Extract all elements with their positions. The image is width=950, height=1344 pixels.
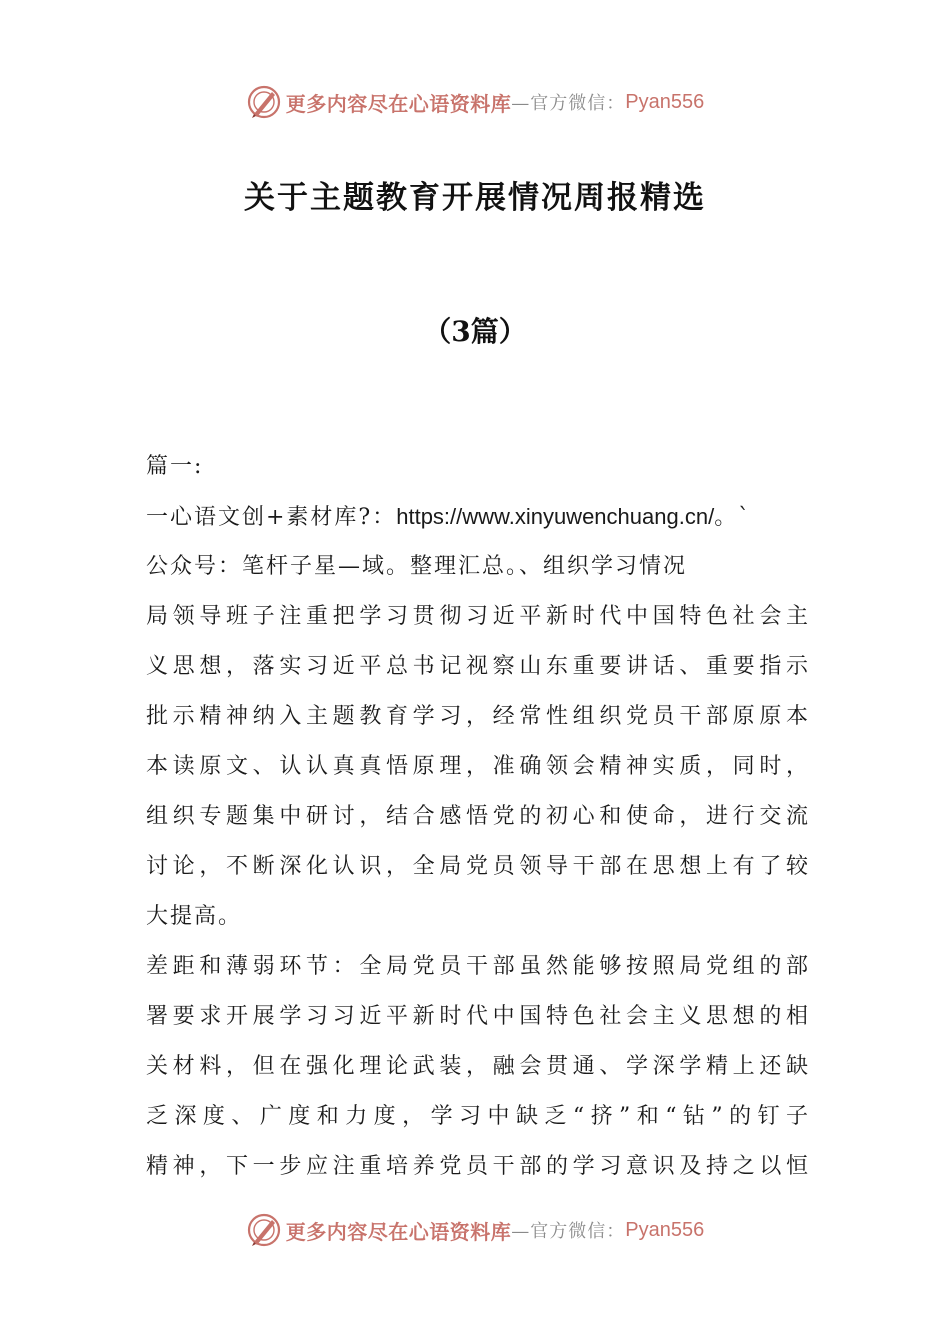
paragraph-line: 讨论，不断深化认识，全局党员领导干部在思想上有了较	[146, 854, 808, 879]
paragraph-line: 乏深度、广度和力度，学习中缺乏“挤”和“钻”的钉子	[146, 1104, 808, 1129]
paragraph-line: 组织专题集中研讨，结合感悟党的初心和使命，进行交流	[146, 804, 808, 829]
banner-wechat-id: Pyan556	[625, 1218, 705, 1241]
paragraph-line: 大提高。	[146, 904, 243, 929]
paragraph-line: 关材料，但在强化理论武装，融会贯通、学深学精上还缺	[146, 1054, 808, 1079]
banner-sub-text: —官方微信：	[511, 93, 626, 114]
pen-logo-icon	[246, 1212, 282, 1248]
banner-wechat-id: Pyan556	[625, 90, 705, 113]
document-subtitle: （3篇）	[423, 315, 527, 348]
document-body	[146, 447, 808, 1197]
promo-prefix: 一心语文创+素材库?：	[146, 505, 397, 530]
promo-link[interactable]: https://www.xinyuwenchuang.cn/	[396, 504, 715, 529]
paragraph-line: 精神，下一步应注重培养党员干部的学习意识及持之以恒	[146, 1154, 808, 1179]
document-title: 关于主题教育开展情况周报精选	[244, 180, 706, 216]
paragraph-line: 义思想，落实习近平总书记视察山东重要讲话、重要指示	[146, 654, 808, 679]
paragraph-line: 批示精神纳入主题教育学习，经常性组织党员干部原原本	[146, 704, 808, 729]
footer-banner	[0, 1208, 950, 1252]
paragraph-line: 署要求开展学习习近平新时代中国特色社会主义思想的相	[146, 1004, 808, 1029]
header-banner	[0, 80, 950, 124]
banner-main-text: 更多内容尽在心语资料库	[285, 91, 512, 116]
promo-line	[146, 497, 808, 547]
banner-sub-text: —官方微信：	[511, 1221, 626, 1242]
paragraph-line: 差距和薄弱环节：全局党员干部虽然能够按照局党组的部	[146, 954, 808, 979]
banner-main-text: 更多内容尽在心语资料库	[285, 1219, 512, 1244]
pen-logo-icon	[246, 84, 282, 120]
paragraph-line: 局领导班子注重把学习贯彻习近平新时代中国特色社会主	[146, 604, 808, 629]
section-heading: 篇一:	[146, 454, 204, 479]
paragraph-line: 公众号：笔杆子星—域。整理汇总。、组织学习情况	[146, 554, 688, 579]
promo-suffix: 。`	[714, 505, 752, 530]
paragraph-line: 本读原文、认认真真悟原理，准确领会精神实质，同时，	[146, 754, 808, 779]
